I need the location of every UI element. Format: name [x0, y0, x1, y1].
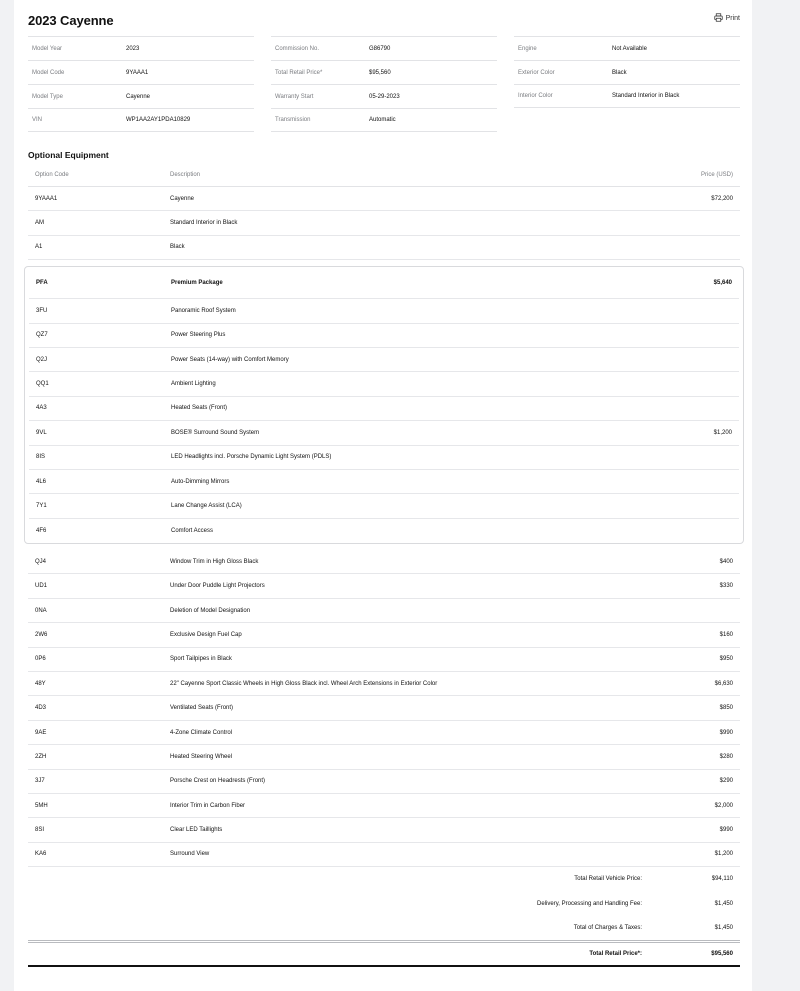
total-value: $1,450 [714, 900, 733, 907]
table-header [28, 163, 740, 187]
detail-value: 2023 [126, 45, 140, 52]
option-description: Black [170, 244, 185, 251]
table-row [28, 623, 740, 647]
table-row [29, 299, 739, 323]
table-row [29, 470, 739, 494]
option-code: QZ7 [36, 332, 48, 339]
option-code: QJ4 [35, 558, 47, 565]
option-code: KA6 [35, 851, 47, 858]
option-description: Cayenne [170, 195, 195, 202]
option-code: 9AE [35, 729, 47, 736]
detail-label: Model Year [32, 45, 63, 52]
option-description: Window Trim in High Gloss Black [170, 558, 259, 565]
detail-row [28, 36, 254, 60]
option-code: 4L6 [36, 478, 47, 485]
total-value: $1,450 [714, 925, 733, 932]
option-description: Heated Seats (Front) [171, 405, 228, 412]
detail-label: Interior Color [518, 93, 553, 99]
package-price: $5,640 [713, 279, 732, 286]
option-description: LED Headlights incl. Porsche Dynamic Light System (PDLS) [171, 454, 332, 461]
detail-label: Transmission [275, 117, 311, 123]
option-code: 5MH [35, 802, 48, 809]
option-description: Heated Steering Wheel [170, 753, 233, 760]
option-description: BOSE® Surround Sound System [171, 429, 260, 436]
option-description: Panoramic Roof System [171, 307, 236, 314]
table-row [28, 696, 740, 720]
package-row [29, 267, 739, 299]
option-description: Surround View [170, 851, 210, 858]
table-row [29, 519, 739, 543]
table-row [28, 187, 740, 211]
details-column-1 [28, 36, 254, 132]
detail-value: WP1AA2AY1PDA10829 [126, 117, 191, 123]
detail-row [514, 84, 740, 108]
option-code: 3FU [36, 307, 48, 314]
option-description: Under Door Puddle Light Projectors [170, 583, 265, 590]
option-description: Standard Interior in Black [170, 220, 238, 227]
detail-label: Total Retail Price* [275, 69, 323, 76]
option-code: 4D3 [35, 705, 47, 712]
option-price: $1,200 [714, 851, 733, 858]
option-price: $990 [719, 729, 733, 736]
option-code: QQ1 [36, 381, 49, 388]
option-price: $2,000 [714, 802, 733, 809]
option-description: Power Seats (14-way) with Comfort Memory [171, 356, 289, 363]
printer-icon [714, 13, 723, 24]
detail-value: 9YAAA1 [126, 69, 149, 76]
option-description: Interior Trim in Carbon Fiber [170, 802, 246, 809]
detail-row [271, 60, 497, 84]
total-row [28, 867, 740, 891]
table-row [28, 794, 740, 818]
package-description: Premium Package [171, 279, 223, 286]
option-description: Porsche Crest on Headrests (Front) [170, 778, 266, 785]
table-row [28, 745, 740, 769]
table-row [29, 494, 739, 518]
detail-label: Commission No. [275, 45, 320, 52]
option-price: $290 [719, 778, 733, 785]
option-code: UD1 [35, 583, 48, 590]
package-code: PFA [36, 279, 48, 286]
detail-value: Not Available [612, 45, 647, 52]
total-label: Total Retail Vehicle Price: [574, 876, 642, 883]
table-row [29, 348, 739, 372]
option-description: 22" Cayenne Sport Classic Wheels in High Gloss Black incl. Wheel Arch Extensions in Exterior Color [170, 680, 438, 687]
detail-label: Exterior Color [518, 69, 555, 76]
table-row [28, 550, 740, 574]
detail-row [28, 108, 254, 132]
option-description: Deletion of Model Designation [170, 607, 251, 614]
detail-label: Warranty Start [275, 93, 314, 100]
final-total-row [28, 940, 740, 967]
totals-section [28, 867, 740, 940]
option-code: 4A3 [36, 405, 47, 412]
details-column-2 [271, 36, 497, 132]
premium-package-box [24, 266, 744, 544]
detail-label: Engine [518, 45, 537, 52]
table-row [28, 599, 740, 623]
detail-value: Cayenne [126, 93, 151, 100]
option-description: Power Steering Plus [171, 332, 226, 339]
option-code: 2W6 [35, 631, 48, 638]
table-row [29, 324, 739, 348]
detail-value: G86790 [369, 45, 391, 52]
header-description: Description [170, 171, 201, 178]
option-price: $6,630 [714, 680, 733, 687]
total-label: Total of Charges & Taxes: [573, 925, 642, 932]
optional-equipment-title: Optional Equipment [28, 150, 109, 160]
table-row [28, 770, 740, 794]
option-code: 3J7 [35, 778, 45, 785]
detail-value: 05-29-2023 [369, 93, 400, 100]
detail-value: $95,560 [369, 69, 391, 76]
option-code: 2ZH [35, 753, 47, 760]
total-value: $94,110 [711, 876, 733, 883]
window-sticker-sheet [14, 0, 752, 991]
option-price: $400 [719, 558, 733, 565]
table-row [28, 574, 740, 598]
option-description: Exclusive Design Fuel Cap [170, 631, 242, 638]
detail-value: Standard Interior in Black [612, 93, 680, 99]
detail-row [271, 108, 497, 132]
final-total-value: $95,560 [711, 951, 733, 958]
option-description: Ventilated Seats (Front) [170, 705, 234, 712]
table-row [28, 648, 740, 672]
option-code: A1 [35, 244, 43, 251]
table-row [28, 211, 740, 235]
table-row [28, 236, 740, 260]
detail-label: Model Type [32, 93, 63, 100]
print-label: Print [725, 15, 740, 22]
option-price: $330 [719, 583, 733, 590]
detail-row [271, 36, 497, 60]
final-total-label: Total Retail Price*: [589, 951, 642, 958]
total-row [28, 892, 740, 916]
option-code: 8SI [35, 827, 45, 834]
detail-label: VIN [32, 117, 43, 123]
table-row [29, 446, 739, 470]
option-description: 4-Zone Climate Control [170, 729, 233, 736]
option-description: Clear LED Taillights [170, 827, 223, 834]
detail-row [514, 60, 740, 84]
option-description: Auto-Dimming Mirrors [171, 478, 230, 485]
table-row [28, 672, 740, 696]
option-description: Ambient Lighting [171, 381, 216, 388]
option-price: $850 [719, 705, 733, 712]
table-row [28, 843, 740, 867]
option-description: Lane Change Assist (LCA) [171, 502, 242, 509]
option-price: $160 [719, 631, 733, 638]
option-description: Comfort Access [171, 527, 214, 534]
table-row [29, 421, 739, 445]
total-row [28, 916, 740, 940]
table-row [28, 818, 740, 842]
option-code: 9VL [36, 429, 47, 436]
detail-label: Model Code [32, 69, 65, 76]
page-title: 2023 Cayenne [28, 13, 114, 28]
option-code: AM [35, 220, 44, 227]
option-code: 7Y1 [36, 502, 47, 509]
option-price: $990 [719, 827, 733, 834]
option-code: Q2J [36, 356, 48, 363]
option-code: 48Y [35, 680, 46, 687]
header-option-code: Option Code [35, 171, 69, 178]
detail-value: Black [612, 69, 627, 76]
option-price: $950 [719, 656, 733, 663]
details-column-3 [514, 36, 740, 108]
option-code: 0P6 [35, 656, 46, 663]
option-price: $1,200 [713, 429, 732, 436]
option-price: $72,200 [711, 195, 733, 202]
table-row [29, 397, 739, 421]
detail-row [28, 60, 254, 84]
print-button[interactable] [714, 13, 740, 24]
detail-row [271, 84, 497, 108]
options-table [28, 163, 740, 967]
option-code: 0NA [35, 607, 47, 614]
option-code: 8IS [36, 454, 46, 461]
detail-row [514, 36, 740, 60]
option-code: 4F6 [36, 527, 47, 534]
option-description: Sport Tailpipes in Black [170, 656, 232, 663]
header-price: Price (USD) [700, 171, 733, 178]
table-row [28, 721, 740, 745]
total-label: Delivery, Processing and Handling Fee: [537, 900, 642, 907]
table-row [29, 372, 739, 396]
option-code: 9YAAA1 [35, 195, 58, 202]
detail-row [28, 84, 254, 108]
option-price: $280 [719, 753, 733, 760]
detail-value: Automatic [369, 117, 396, 123]
